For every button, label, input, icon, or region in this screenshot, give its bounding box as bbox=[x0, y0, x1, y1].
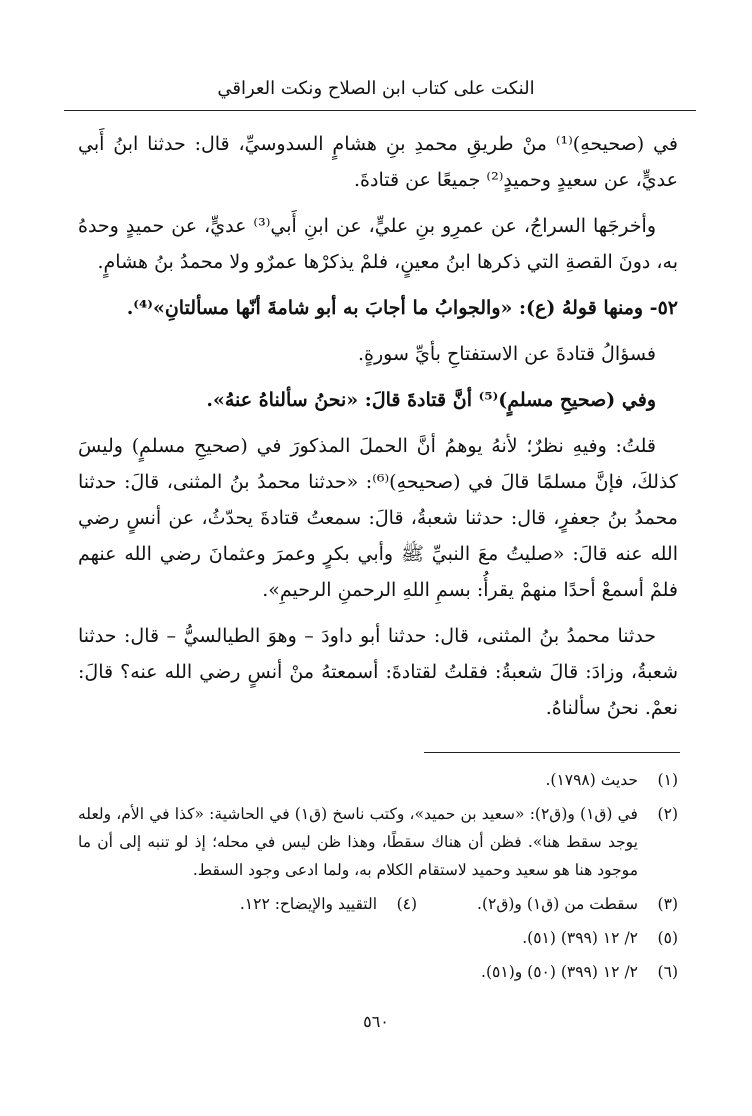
footnote-number: (٤) bbox=[396, 895, 418, 913]
footnote-text: سقطت من (ق١) و(ق٢). bbox=[477, 895, 638, 913]
page-number: ٥٦٠ bbox=[363, 1012, 389, 1031]
footnote-6 bbox=[78, 958, 678, 986]
footnote-5 bbox=[78, 924, 678, 952]
footnote-text: التقييد والإيضاح: ١٢٢. bbox=[239, 895, 378, 913]
footnote-2 bbox=[78, 800, 678, 884]
footnote-number: (١) bbox=[657, 771, 678, 789]
paragraph-1: في (صحيحهِ)⁽¹⁾ منْ طريقِ محمدِ بنِ هشامٍ السدوسيِّ، قال: حدثنا ابنُ أَبي عديٍّ، عن سعيدٍ وحميدٍ⁽²⁾ جميعًا عن قتادةَ. bbox=[78, 133, 678, 191]
footnote-text: ٢/ ١٢ (٣٩٩) (٥٠) و(٥١). bbox=[481, 963, 638, 981]
paragraph-5: قلتُ: وفيهِ نظرٌ؛ لأنهُ يوهمُ أنَّ الحملَ المذكورَ في (صحيحِ مسلمٍ) وليسَ كذلكَ، فإنَّ مسلمًا قالَ في (صحيحهِ)⁽⁶⁾: «حدثنا محمدُ بنُ المثنى، قالَ: حدثنا محمدُ بنُ جعفرٍ، قال: حدثنا شعبةُ، قالَ: سمعتُ قتادةَ يحدّثُ، عن أنسٍ رضي الله عنه قالَ: «صليتُ معَ النبيِّ ﷺ وأبي بكرٍ وعمرَ وعثمانَ رضي الله عنهم فلمْ أسمعْ أحدًا منهمْ يقرأُ: بسمِ اللهِ الرحمنِ الرحيمِ». bbox=[78, 435, 678, 601]
section-heading-52: ٥٢- ومنها قولهُ (ع): «والجوابُ ما أجابَ به أبو شامةَ أنّها مسألتانِ»⁽⁴⁾. bbox=[126, 297, 678, 319]
footnote-number: (٣) bbox=[657, 895, 678, 913]
footnote-text: في (ق١) و(ق٢): «سعيد بن حميد»، وكتب ناسخ (ق١) في الحاشية: «كذا في الأم، ولعله يوجد سقط هنا». فظن أن هناك سقطًا، وهذا ظن ليس في محله؛ إذ لو تنبه إلى أن ما موجود هنا هو سعيد وحميد لاستقام الكلام به، ولما ادعى وجود السقط. bbox=[78, 805, 638, 879]
footnote-divider bbox=[424, 752, 680, 753]
footnote-number: (٢) bbox=[657, 805, 678, 823]
footnote-1 bbox=[78, 766, 678, 794]
footnote-number: (٥) bbox=[657, 929, 678, 947]
header-divider bbox=[64, 110, 696, 111]
paragraph-3: فسؤالُ قتادةَ عن الاستفتاحِ بأيِّ سورةٍ. bbox=[358, 343, 656, 365]
paragraph-4: وفي (صحيحِ مسلمٍ)⁽⁵⁾ أنَّ قتادةَ قالَ: «نحنُ سألناهُ عنهُ». bbox=[206, 389, 656, 411]
paragraph-2: وأخرجَها السراجُ، عن عمرِو بنِ عليٍّ، عن ابنِ أَبي⁽³⁾ عديٍّ، عن حميدٍ وحدهُ به، دونَ القصةِ التي ذكرها ابنُ معينٍ، فلمْ يذكرْها عمرٌو ولا محمدُ بنُ هشامٍ. bbox=[78, 215, 678, 273]
footnote-4 bbox=[240, 890, 417, 918]
main-text bbox=[78, 126, 678, 736]
running-header-title: النكت على كتاب ابن الصلاح ونكت العراقي bbox=[217, 78, 535, 99]
footnotes bbox=[78, 766, 678, 992]
footnote-3-4 bbox=[78, 890, 678, 918]
footnote-text: حديث (١٧٩٨). bbox=[545, 771, 638, 789]
footnote-3 bbox=[477, 890, 678, 918]
footnote-number: (٦) bbox=[657, 963, 678, 981]
paragraph-6: حدثنا محمدُ بنُ المثنى، قال: حدثنا أبو داودَ – وهوَ الطيالسيُّ – قال: حدثنا شعبةُ، وزادَ: قالَ شعبةُ: فقلتُ لقتادةَ: أسمعتهُ منْ أنسٍ رضي الله عنه؟ قالَ: نعمْ. نحنُ سألناهُ. bbox=[78, 625, 678, 719]
footnote-text: ٢/ ١٢ (٣٩٩) (٥١). bbox=[522, 929, 638, 947]
